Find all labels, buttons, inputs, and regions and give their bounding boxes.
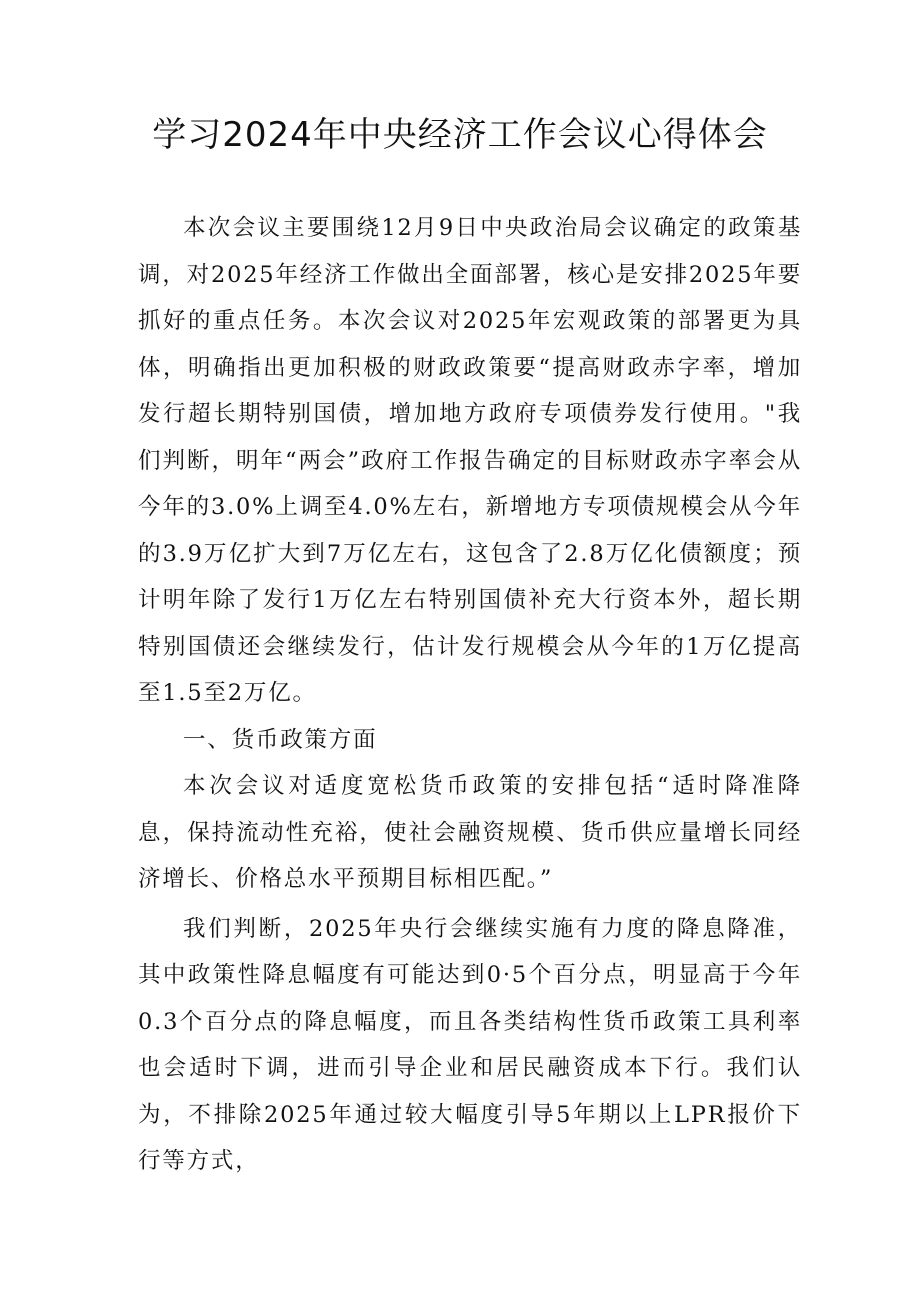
document-title: 学习2024年中央经济工作会议心得体会 — [152, 115, 768, 155]
paragraph-monetary-arrangement: 本次会议对适度宽松货币政策的安排包括“适时降准降息，保持流动性充裕，使社会融资规模、货币供应量增长同经济增长、价格总水平预期目标相匹配。” — [138, 773, 802, 892]
section-heading-monetary-policy: 一、货币政策方面 — [183, 726, 378, 753]
paragraph-fiscal-policy: 本次会议主要围绕12月9日中央政治局会议确定的政策基调，对2025年经济工作做出全面部署，核心是安排2025年要抓好的重点任务。本次会议对2025年宏观政策的部署更为具体，明确指出更加积极的财政政策要“提高财政赤字率，增加发行超长期特别国债，增加地方政府专项债券发行使用。"我们判断，明年“两会”政府工作报告确定的目标财政赤字率会从今年的3.0%上调至4.0%左右，新增地方专项债规模会从今年的3.9万亿扩大到7万亿左右，这包含了2.8万亿化债额度；预计明年除了发行1万亿左右特别国债补充大行资本外，超长期特别国债还会继续发行，估计发行规模会从今年的1万亿提高至1.5至2万亿。 — [138, 215, 802, 706]
document-body — [138, 205, 802, 1185]
paragraph-rate-cut-judgment: 我们判断，2025年央行会继续实施有力度的降息降准，其中政策性降息幅度有可能达到0·5个百分点，明显高于今年0.3个百分点的降息幅度，而且各类结构性货币政策工具利率也会适时下调，进而引导企业和居民融资成本下行。我们认为，不排除2025年通过较大幅度引导5年期以上LPR报价下行等方式， — [138, 915, 802, 1174]
